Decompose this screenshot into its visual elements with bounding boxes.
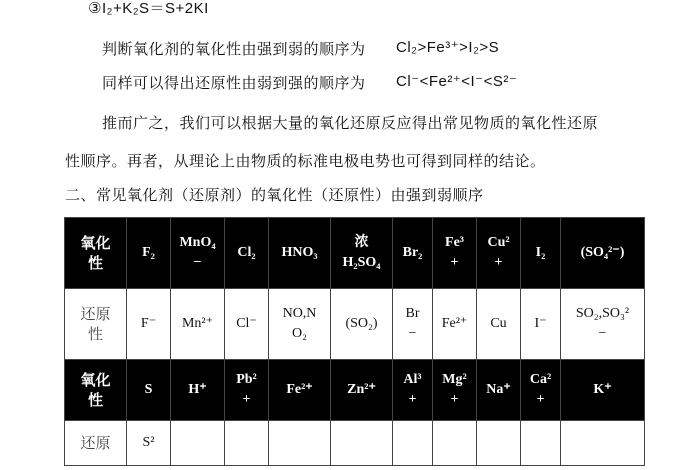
cell-text: F⁻ — [140, 316, 157, 331]
oxidizing-order-value: Cl₂>Fe³⁺>I₂>S — [396, 39, 500, 56]
table-cell — [171, 289, 225, 360]
cell-text: 还原 — [80, 434, 111, 452]
cell-text: Mg² + — [442, 372, 467, 407]
paragraph-line-1: 推而广之，我们可以根据大量的氧化还原反应得出常见物质的氧化性还原 — [102, 114, 599, 132]
cell-text: S² — [142, 435, 155, 450]
table-cell — [433, 289, 477, 360]
cell-text: SO₂,SO₃² − — [575, 306, 630, 341]
cell-text: Br − — [405, 306, 420, 341]
table-cell — [393, 218, 433, 289]
cell-text: 氧化 性 — [80, 371, 111, 409]
reducing-order-value: Cl⁻<Fe²⁺<I⁻<S²⁻ — [396, 73, 518, 90]
cell-text: K⁺ — [593, 382, 612, 397]
cell-text: Cl₂ — [237, 245, 256, 260]
cell-text: H⁺ — [188, 382, 207, 397]
table-cell — [225, 218, 269, 289]
cell-text: Na⁺ — [486, 382, 511, 397]
cell-text: Mn²⁺ — [181, 316, 214, 331]
cell-text: S — [144, 382, 153, 397]
table-cell — [171, 421, 225, 466]
table-cell — [561, 218, 645, 289]
section-heading: 二、常见氧化剂（还原剂）的氧化性（还原性）由强到弱顺序 — [65, 186, 484, 204]
table-cell — [433, 421, 477, 466]
table-cell — [331, 218, 393, 289]
row-header-cell — [65, 421, 127, 466]
table-cell — [127, 289, 171, 360]
cell-text: 氧化 性 — [80, 234, 111, 272]
table-cell — [433, 218, 477, 289]
cell-text: HNO₃ — [281, 245, 318, 260]
table-cell — [477, 218, 521, 289]
equation-line: ③I₂+K₂S＝S+2KI — [88, 0, 209, 17]
table-cell — [225, 360, 269, 421]
table-cell — [269, 289, 331, 360]
table-cell — [521, 360, 561, 421]
table-cell — [561, 421, 645, 466]
cell-text: Zn²⁺ — [347, 382, 376, 397]
table-cell — [171, 218, 225, 289]
table-cell — [127, 218, 171, 289]
cell-text: Cu — [490, 316, 507, 331]
oxidation-table — [64, 217, 645, 466]
cell-text: NO,N O₂ — [282, 306, 317, 341]
table-cell — [331, 360, 393, 421]
row-header-cell — [65, 218, 127, 289]
row-header-cell — [65, 289, 127, 360]
cell-text: I₂ — [535, 245, 546, 260]
table-cell — [331, 289, 393, 360]
table-cell — [225, 289, 269, 360]
table-cell — [433, 360, 477, 421]
table-cell — [269, 421, 331, 466]
table-cell — [393, 421, 433, 466]
table-cell — [561, 289, 645, 360]
table-cell — [521, 218, 561, 289]
table-cell — [269, 218, 331, 289]
table-cell — [393, 289, 433, 360]
oxidizing-order-text: 判断氧化剂的氧化性由强到弱的顺序为 — [102, 40, 366, 58]
table-row — [65, 218, 645, 289]
cell-text: Br₂ — [402, 245, 423, 260]
table-cell — [561, 360, 645, 421]
cell-text: Fe²⁺ — [441, 316, 468, 331]
cell-text: I⁻ — [534, 316, 547, 331]
cell-text: 还原 性 — [80, 305, 111, 343]
cell-text: Fe³ + — [445, 235, 464, 270]
cell-text: Ca² + — [529, 372, 552, 407]
cell-text: Cu² + — [487, 235, 510, 270]
cell-text: Fe²⁺ — [286, 382, 313, 397]
reducing-order-text: 同样可以得出还原性由弱到强的顺序为 — [102, 74, 366, 92]
table-cell — [477, 360, 521, 421]
cell-text: 浓 H₂SO₄ — [342, 235, 381, 270]
table-cell — [393, 360, 433, 421]
table-row — [65, 360, 645, 421]
paragraph-line-2: 性顺序。再者，从理论上由物质的标准电极电势也可得到同样的结论。 — [65, 152, 546, 170]
table-cell — [127, 421, 171, 466]
cell-text: F₂ — [142, 245, 155, 260]
cell-text: Cl⁻ — [236, 316, 257, 331]
table-cell — [521, 289, 561, 360]
cell-text: MnO₄ − — [179, 235, 216, 270]
table-cell — [331, 421, 393, 466]
table-cell — [127, 360, 171, 421]
table-row — [65, 289, 645, 360]
row-header-cell — [65, 360, 127, 421]
table-cell — [171, 360, 225, 421]
table-cell — [225, 421, 269, 466]
table-cell — [521, 421, 561, 466]
table-cell — [477, 421, 521, 466]
table-row — [65, 421, 645, 466]
cell-text: (SO₄²⁻) — [580, 245, 625, 260]
cell-text: Al³ + — [403, 372, 422, 407]
cell-text: (SO₂) — [345, 316, 378, 331]
table-cell — [269, 360, 331, 421]
cell-text: Pb² + — [236, 372, 257, 407]
table-cell — [477, 289, 521, 360]
